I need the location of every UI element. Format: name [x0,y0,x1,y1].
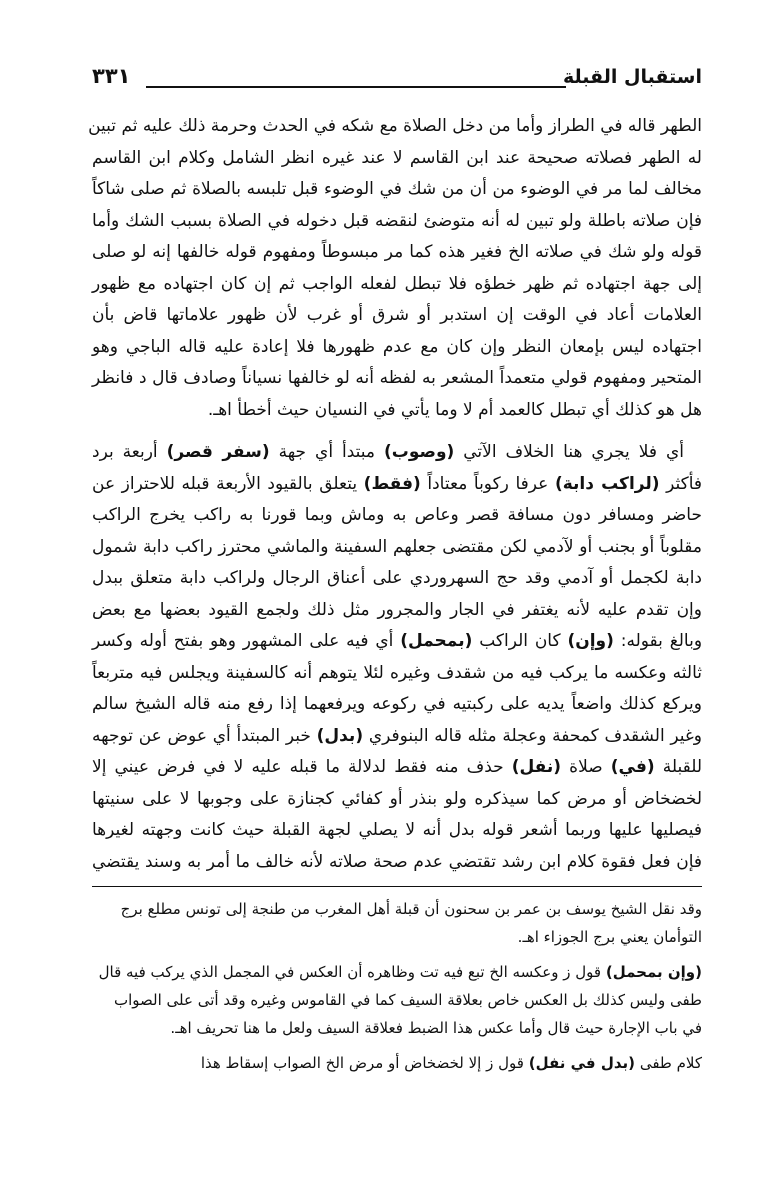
matn-term: (سفر قصر) [166,442,270,462]
footnote-1: وقد نقل الشيخ يوسف بن عمر بن سحنون أن قبلة أهل المغرب من طنجة إلى تونس مطلع برج التوأمان يعني برج الجوزاء اهـ. [120,900,702,946]
footnote-2: (وإن بمحمل) قول ز وعكسه الخ تبع فيه تت وظاهره أن العكس في المجمل الذي يركب فيه قال طفى وليس كذلك بل العكس خاص بعلاقة السيف كما في القاموس وغيره وقد أتى على الصواب في باب الإجارة حيث قال وأما عكس هذا الضبط فعلاقة السيف ولعل ما هنا تحريف اهـ. [98,963,702,1037]
matn-term: (وصوب) [384,442,455,462]
footnote-separator [92,886,702,887]
text-line: العلامات أعاد في الوقت إن استدبر أو شرق أو غرب لأن ظهور علاماتها قاض بأن [92,305,702,325]
matn-term: (نفل) [511,757,562,777]
text-line: وغير الشقدف كمحفة وعجلة مثله قاله البنوفري (بدل) خبر المبتدأ أي عوض عن توجهه [92,725,703,746]
text-line: وإن تقدم عليه لأنه يغتفر في الجار والمجرور مثل ذلك ولجمع القيود بعضها مع بعض [92,599,702,620]
matn-term: (في) [610,757,655,777]
paragraph-1 [88,111,702,426]
text-line: فإن صلاته باطلة ولو تبين له أنه متوضئ لنقضه قبل دخوله في الصلاة بسبب الشك وأما [92,210,702,231]
text-line: إلى جهة اجتهاده ثم ظهر خطؤه فلا تبطل لفعله الواجب ثم إن كان اجتهاده مع ظهور [92,273,702,294]
text-line: اجتهاده ليس بإمعان النظر وإن كان مع عدم ظهورها فلا إعادة عليه قاله الباجي وهو [92,336,702,357]
text-line: قوله ولو شك في صلاته الخ فغير هذه كما مر مبسوطاً ومفهوم قوله خالفها إنه لو صلى [92,242,702,262]
matn-term: (وإن) [567,631,614,651]
main-text [88,111,703,878]
text-line: دابة لكجمل أو آدمي وقد حج السهروردي على أعناق الرجال ولراكب دابة متعلق ببدل [92,568,702,588]
footnote-3: كلام طفى (بدل في نفل) قول ز إلا لخضخاض أو مرض الخ الصواب إسقاط هذا [200,1054,702,1072]
text-line: فيصليها عليها وربما أشعر قوله بدل أنه لا يصلي لجهة القبلة حيث كانت وجهته لغيرها [92,820,702,840]
matn-term: (لراكب دابة) [554,473,660,494]
header-rule [146,86,566,88]
text-line: الطهر قاله في الطراز وأما من دخل الصلاة مع شكه في الحدث وحرمة ذلك عليه ثم تبين [88,116,702,136]
running-header [92,64,702,94]
matn-term: (بدل في نفل) [528,1054,636,1072]
text-line: وبالغ بقوله: (وإن) كان الراكب (بمحمل) أي فيه على المشهور وهو بفتح أوله وكسر [92,631,703,651]
text-line: ويركع كذلك واضعاً يديه على ركبتيه في ركوعه ويرفعهما إذا رفع منه قاله الشيخ سالم [92,694,702,714]
paragraph-2 [92,437,702,878]
footnotes [92,895,702,1077]
text-line: مقلوباً أو بجنب أو لآدمي لكن مقتضى جعلهم السفينة والماشي محترز راكب دابة شمول [92,536,702,557]
matn-term: (بدل) [316,725,364,746]
matn-term: (بمحمل) [400,631,473,651]
matn-term: (وإن بمحمل) [605,963,702,981]
text-line: فأكثر (لراكب دابة) عرفا ركوباً معتاداً (فقط) يتعلق بالقيود الأربعة قبله للاحتراز عن [92,473,703,494]
text-line: للقبلة (في) صلاة (نفل) حذف منه فقط لدلالة ما قبله عليه لا في فرض عيني إلا [92,757,703,777]
text-line: ثالثه وعكسه ما يركب فيه من شقدف وغيره لئلا يتوهم أنه كالسفينة ويجلس فيه متربعاً [92,662,702,683]
text-line: لخضخاض أو مرض كما سيذكره ولو بنذر أو كفائي كجنازة على وجوبها لا على سنيتها [92,788,702,809]
text-line: حاضر ومسافر دون مسافة قصر وعاص به وماش وبما قورنا به راكب يخرج الراكب [92,505,702,525]
running-title: استقبال القبلة [563,66,702,88]
page-number: ٣٣١ [92,64,131,88]
text-line: له الطهر فصلاته صحيحة عند ابن القاسم لا عند غيره انظر الشامل وكلام ابن القاسم [92,147,702,168]
text-line: فإن فعل فقوة كلام ابن رشد تقتضي عدم صحة صلاته لأنه خالف ما أمر به وسند يقتضي [92,851,702,872]
text-line: مخالف لما مر في الوضوء من أن من شك في الوضوء قبل تلبسه بالصلاة ثم صلى شاكاً [92,179,702,199]
matn-term: (فقط) [363,473,421,494]
text-line: أي فلا يجري هنا الخلاف الآتي (وصوب) مبتدأ أي جهة (سفر قصر) أربعة برد [92,442,685,462]
text-line: هل هو كذلك أي تبطل كالعمد أم لا وما يأتي في النسيان حيث أخطأ اهـ. [207,399,702,420]
text-line: المتحير ومفهوم قولي متعمداً المشعر به لفظه أنه لو خالفها نسياناً وصادف قال د فانظر [92,368,702,388]
